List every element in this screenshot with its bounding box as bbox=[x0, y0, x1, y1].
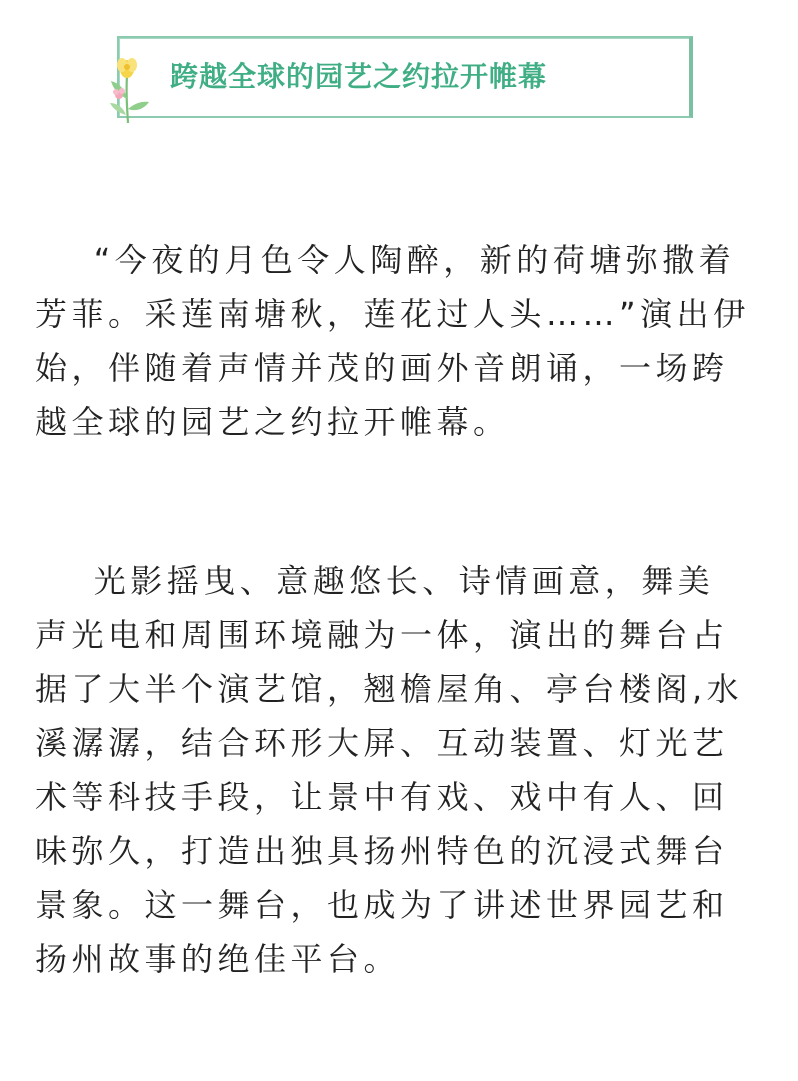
flower-sprig-icon bbox=[105, 55, 151, 123]
paragraph-line: 芳菲。采莲南塘秋，莲花过人头……”演出伊 bbox=[35, 295, 750, 333]
paragraph-line: 溪潺潺，结合环形大屏、互动装置、灯光艺 bbox=[35, 724, 729, 762]
paragraph-line: 光影摇曳、意趣悠长、诗情画意，舞美 bbox=[35, 562, 715, 600]
paragraph-line: 声光电和周围环境融为一体，演出的舞台占 bbox=[35, 616, 729, 654]
paragraph-line: 扬州故事的绝佳平台。 bbox=[35, 940, 401, 978]
paragraph-line: “今夜的月色令人陶醉，新的荷塘弥撒着 bbox=[35, 241, 736, 279]
paragraph-line: 味弥久，打造出独具扬州特色的沉浸式舞台 bbox=[35, 832, 729, 870]
section-title: 跨越全球的园艺之约拉开帷幕 bbox=[170, 60, 548, 93]
paragraph-line: 越全球的园艺之约拉开帷幕。 bbox=[35, 403, 510, 441]
paragraph-line: 始，伴随着声情并茂的画外音朗诵，一场跨 bbox=[35, 349, 729, 387]
paragraph-line: 据了大半个演艺馆，翘檐屋角、亭台楼阁,水 bbox=[35, 670, 744, 708]
paragraph-stage bbox=[35, 554, 765, 986]
paragraph-line: 术等科技手段，让景中有戏、戏中有人、回 bbox=[35, 778, 729, 816]
paragraph-opening bbox=[35, 233, 765, 449]
paragraph-line: 景象。这一舞台，也成为了讲述世界园艺和 bbox=[35, 886, 729, 924]
